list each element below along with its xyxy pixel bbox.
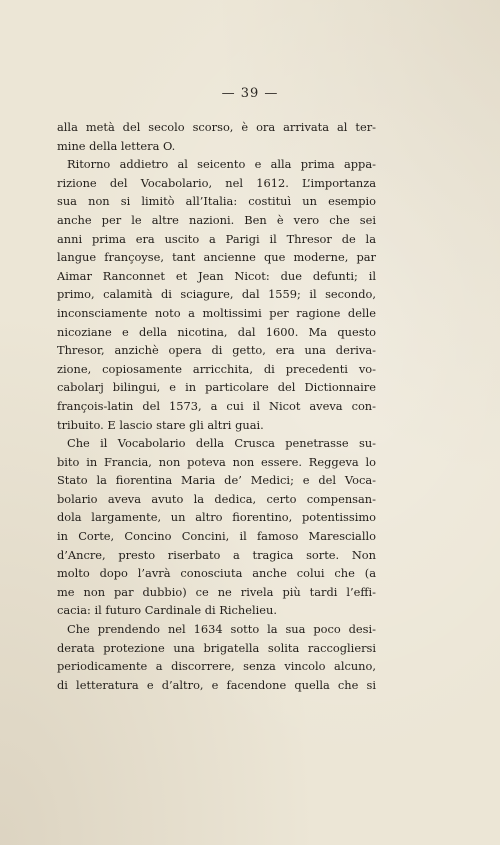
text-line: anche per le altre nazioni. Ben è vero che sei <box>57 212 376 227</box>
text-line: bolario aveva avuto la dedica, certo compensan- <box>57 491 376 506</box>
text-line: anni prima era uscito a Parigi il Thresor de la <box>57 231 376 246</box>
text-line: di letteratura e d’altro, e facendone quella che si <box>57 677 376 692</box>
text-line: inconsciamente noto a moltissimi per ragione delle <box>57 305 376 320</box>
text-line: derata protezione una brigatella solita raccogliersi <box>57 640 376 655</box>
text-line: langue françoyse, tant ancienne que moderne, par <box>57 250 376 265</box>
text-line: dola largamente, un altro fiorentino, potentissimo <box>57 510 376 525</box>
text-line: in Corte, Concino Concini, il famoso Maresciallo <box>57 529 376 544</box>
text-line: cabolarj bilingui, e in particolare del Dictionnaire <box>57 380 376 395</box>
text-line: d’Ancre, presto riserbato a tragica sorte. Non <box>57 547 376 562</box>
page-number: — 39 — <box>221 86 279 101</box>
body-text <box>57 118 376 694</box>
text-line: mine della lettera O. <box>57 138 176 153</box>
text-line: molto dopo l’avrà conosciuta anche colui che (a <box>57 566 376 581</box>
text-line: Thresor, anzichè opera di getto, era una deriva- <box>57 343 376 358</box>
text-line: me non par dubbio) ce ne rivela più tardi l’effi- <box>57 584 376 599</box>
text-line: françois-latin del 1573, a cui il Nicot aveva con- <box>57 398 376 413</box>
text-line: alla metà del secolo scorso, è ora arrivata al ter- <box>57 120 376 134</box>
text-line: primo, calamità di sciagure, dal 1559; il secondo, <box>57 287 376 302</box>
text-line: tribuito. E lascio stare gli altri guai. <box>57 417 264 432</box>
text-line: bito in Francia, non poteva non essere. Reggeva lo <box>57 454 376 469</box>
text-line: Che il Vocabolario della Crusca penetrasse su- <box>67 436 376 451</box>
text-line: Ritorno addietro al seicento e alla prima appa- <box>67 157 376 172</box>
text-line: rizione del Vocabolario, nel 1612. L’importanza <box>57 175 376 190</box>
text-line: Aimar Ranconnet et Jean Nicot: due defunti; il <box>57 268 376 283</box>
text-line: cacia: il futuro Cardinale di Richelieu. <box>57 603 277 618</box>
text-line: zione, copiosamente arricchita, di precedenti vo- <box>57 361 376 376</box>
text-line: nicoziane e della nicotina, dal 1600. Ma questo <box>57 324 376 339</box>
text-line: Che prendendo nel 1634 sotto la sua poco desi- <box>67 622 376 637</box>
text-line: sua non si limitò all’Italia: costituì un esempio <box>57 194 376 209</box>
text-line: Stato la fiorentina Maria de’ Medici; e del Voca- <box>57 473 376 488</box>
text-line: periodicamente a discorrere, senza vincolo alcuno, <box>57 659 376 674</box>
